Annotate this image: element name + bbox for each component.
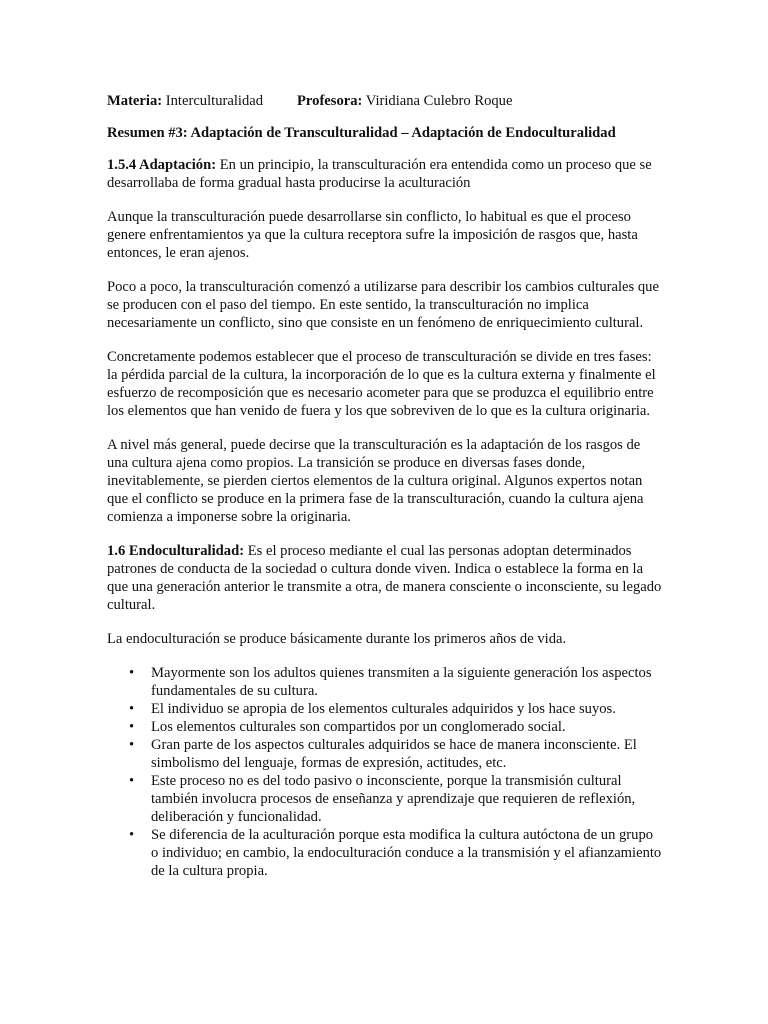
- list-item: [107, 718, 663, 736]
- document-page: [107, 92, 663, 880]
- list-item-text: El individuo se apropia de los elementos culturales adquiridos y los hace suyos.: [151, 701, 616, 717]
- section-adaptacion-text: En un principio, la transculturación era entendida como un proceso que se desarrollaba de forma gradual hasta producirse la aculturación: [107, 157, 652, 191]
- paragraph: Poco a poco, la transculturación comenzó a utilizarse para describir los cambios culturales que se producen con el paso del tiempo. En este sentido, la transculturación no implica necesariamente un conflicto, sino que consiste en un fenómeno de enriquecimiento cultural.: [107, 279, 659, 331]
- list-item: [107, 664, 663, 700]
- bullet-icon: •: [129, 701, 135, 717]
- bullet-icon: •: [129, 773, 135, 789]
- paragraph: Aunque la transculturación puede desarrollarse sin conflicto, lo habitual es que el proceso genere enfrentamientos ya que la cultura receptora sufre la imposición de rasgos que, hasta entonces, le eran ajenos.: [107, 209, 638, 261]
- bullet-icon: •: [129, 827, 135, 843]
- teacher-label: Profesora:: [297, 93, 363, 109]
- subject-value: Interculturalidad: [165, 93, 264, 109]
- document-title: Resumen #3: Adaptación de Transculturalidad – Adaptación de Endoculturalidad: [107, 125, 616, 141]
- section-endoculturalidad: [107, 542, 663, 614]
- list-item-text: Los elementos culturales son compartidos por un conglomerado social.: [151, 719, 566, 735]
- list-item: [107, 736, 663, 772]
- section-adaptacion: [107, 156, 663, 192]
- section-adaptacion-heading: 1.5.4 Adaptación:: [107, 157, 217, 173]
- bullet-icon: •: [129, 665, 135, 681]
- teacher-value: Viridiana Culebro Roque: [365, 93, 513, 109]
- bullet-icon: •: [129, 737, 135, 753]
- list-item: [107, 700, 663, 718]
- section-endoculturalidad-text: Es el proceso mediante el cual las personas adoptan determinados patrones de conducta de la sociedad o cultura donde viven. Indica o establece la forma en la que una generación anterior le transmite a otra, de manera consciente o inconsciente, su legado cultural.: [107, 543, 662, 613]
- list-item-text: Se diferencia de la aculturación porque esta modifica la cultura autóctona de un grupo o individuo; en cambio, la endoculturación conduce a la transmisión y el afianzamiento de la cultura propia.: [151, 827, 662, 879]
- bullet-icon: •: [129, 719, 135, 735]
- endoculturacion-intro: La endoculturación se produce básicamente durante los primeros años de vida.: [107, 631, 567, 647]
- paragraph: Concretamente podemos establecer que el proceso de transculturación se divide en tres fases: la pérdida parcial de la cultura, la incorporación de lo que es la cultura externa y finalmente el esfuerzo de recomposición que es necesario acometer para que se produzca el equilibrio entre los elementos que han venido de fuera y los que sobreviven de lo que es la cultura originaria.: [107, 349, 656, 419]
- list-item-text: Gran parte de los aspectos culturales adquiridos se hace de manera inconsciente. El simbolismo del lenguaje, formas de expresión, actitudes, etc.: [151, 737, 637, 771]
- paragraph: A nivel más general, puede decirse que la transculturación es la adaptación de los rasgos de una cultura ajena como propios. La transición se produce en diversas fases donde, inevitablemente, se pierden ciertos elementos de la cultura original. Algunos expertos notan que el conflicto se produce en la primera fase de la transculturación, cuando la cultura ajena comienza a imponerse sobre la originaria.: [107, 437, 644, 525]
- document-header: [107, 92, 663, 110]
- subject-label: Materia:: [107, 93, 163, 109]
- list-item-text: Este proceso no es del todo pasivo o inconsciente, porque la transmisión cultural también involucra procesos de enseñanza y aprendizaje que requieren de reflexión, deliberación y funcionalidad.: [151, 773, 636, 825]
- section-endoculturalidad-heading: 1.6 Endoculturalidad:: [107, 543, 245, 559]
- bullet-list: [107, 664, 663, 880]
- list-item: [107, 826, 663, 880]
- list-item: [107, 772, 663, 826]
- list-item-text: Mayormente son los adultos quienes transmiten a la siguiente generación los aspectos fundamentales de su cultura.: [151, 665, 652, 699]
